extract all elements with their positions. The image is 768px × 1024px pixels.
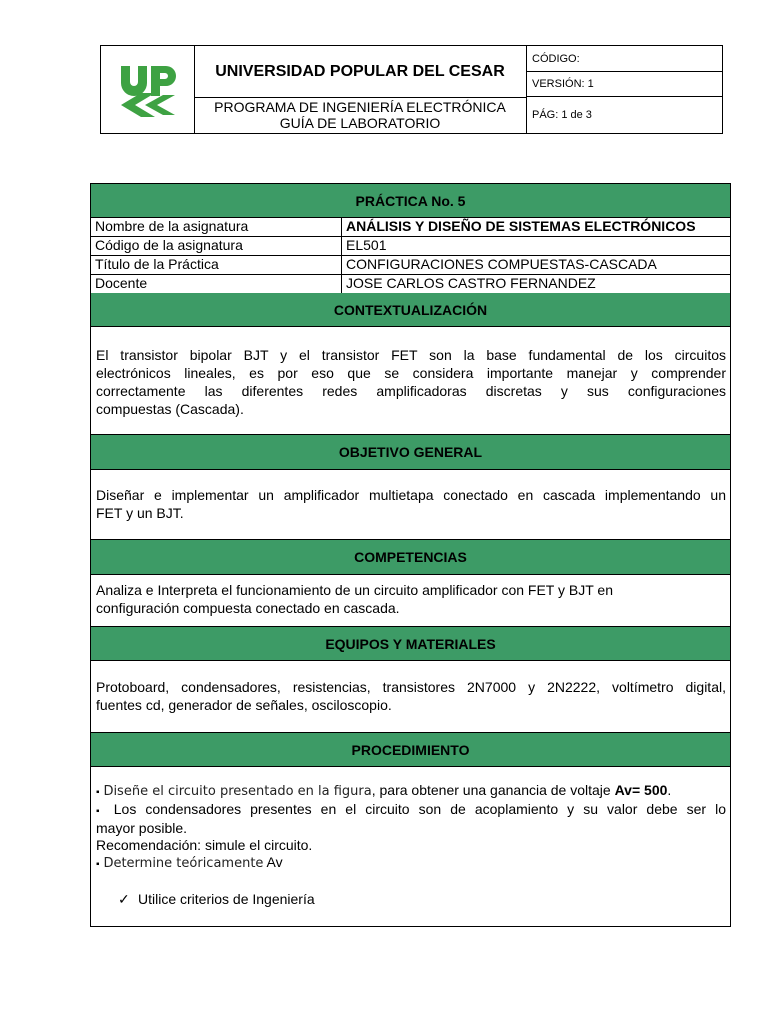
text-run: Av xyxy=(263,854,283,870)
text-line: Protoboard, condensadores, resistencias, transistores 2N7000 y 2N2222, voltímetro digital, xyxy=(96,679,726,695)
info-row-subject xyxy=(91,217,730,237)
text-line: Analiza e Interpreta el funcionamiento de un circuito amplificador con FET y BJT en xyxy=(96,582,613,598)
guide-type: GUÍA DE LABORATORIO xyxy=(279,115,441,131)
info-label: Nombre de la asignatura xyxy=(95,218,249,234)
contextualizacion-band: CONTEXTUALIZACIÓN xyxy=(91,293,730,327)
text-line: FET y un BJT. xyxy=(96,505,184,521)
checklist-item xyxy=(96,891,726,908)
info-label: Título de la Práctica xyxy=(95,256,219,272)
info-label: Código de la asignatura xyxy=(95,237,243,253)
university-name: UNIVERSIDAD POPULAR DEL CESAR xyxy=(194,46,527,98)
info-value: CONFIGURACIONES COMPUESTAS-CASCADA xyxy=(346,256,657,272)
equipos-band: EQUIPOS Y MATERIALES xyxy=(91,627,730,661)
text-run: . xyxy=(667,782,672,798)
procedure-item-3 xyxy=(96,854,726,873)
program-cell xyxy=(194,97,527,133)
logo-cell xyxy=(101,46,195,133)
gain-value: Av= 500 xyxy=(614,782,668,798)
code-field: CÓDIGO: xyxy=(526,46,722,72)
info-value: ANÁLISIS Y DISEÑO DE SISTEMAS ELECTRÓNICOS xyxy=(346,218,696,234)
info-value: JOSE CARLOS CASTRO FERNANDEZ xyxy=(346,275,596,291)
competencias-text xyxy=(96,581,726,617)
contextualizacion-text xyxy=(96,346,726,418)
text-run: Determine teóricamente xyxy=(103,856,264,871)
program-name: PROGRAMA DE INGENIERÍA ELECTRÓNICA xyxy=(214,99,506,115)
info-row-code xyxy=(91,236,730,256)
info-row-teacher xyxy=(91,274,730,294)
competencias-band: COMPETENCIAS xyxy=(91,540,730,575)
check-icon: ✓ xyxy=(118,891,130,907)
text-run: , para obtener una ganancia de voltaje xyxy=(371,782,615,798)
text-run: Diseñe el circuito presentado en la figura xyxy=(103,784,372,799)
text-line: configuración compuesta conectado en cascada. xyxy=(96,600,400,616)
text-line: electrónicos lineales, es por eso que se considera importante manejar y comprender xyxy=(96,365,726,381)
procedure-item-2 xyxy=(96,801,726,820)
equipos-text xyxy=(96,678,726,714)
version-field: VERSIÓN: 1 xyxy=(526,72,722,97)
text-line: mayor posible. xyxy=(96,820,188,836)
text-run: Los condensadores presentes en el circuito son de acoplamiento y su valor debe ser lo xyxy=(113,801,726,817)
practice-table xyxy=(90,183,731,927)
bullet-icon: ▪ xyxy=(96,787,100,798)
page-field: PÁG: 1 de 3 xyxy=(532,109,592,121)
university-logo xyxy=(119,61,179,121)
text-line: fuentes cd, generador de señales, osciloscopio. xyxy=(96,697,392,713)
recommendation-line: Recomendación: simule el circuito. xyxy=(96,837,313,853)
procedimiento-text xyxy=(96,782,726,908)
info-value: EL501 xyxy=(346,237,387,253)
document-header xyxy=(100,45,723,134)
procedure-item-1 xyxy=(96,782,726,801)
info-row-title xyxy=(91,255,730,275)
procedimiento-band: PROCEDIMIENTO xyxy=(91,733,730,767)
text-line: El transistor bipolar BJT y el transistor FET son la base fundamental de los circuitos xyxy=(96,347,726,363)
bullet-icon: ▪ xyxy=(96,859,100,870)
text-line: Diseñar e implementar un amplificador multietapa conectado en cascada implementando un xyxy=(96,487,726,503)
text-line: correctamente las diferentes redes amplificadoras discretas y sus configuraciones xyxy=(96,383,726,399)
objetivo-band: OBJETIVO GENERAL xyxy=(91,435,730,470)
bullet-icon: ▪ xyxy=(96,806,105,817)
info-label: Docente xyxy=(95,275,148,291)
practice-title-band: PRÁCTICA No. 5 xyxy=(91,184,730,218)
text-line: compuestas (Cascada). xyxy=(96,401,244,417)
objetivo-text xyxy=(96,486,726,522)
text-run: Utilice criterios de Ingeniería xyxy=(138,891,315,907)
